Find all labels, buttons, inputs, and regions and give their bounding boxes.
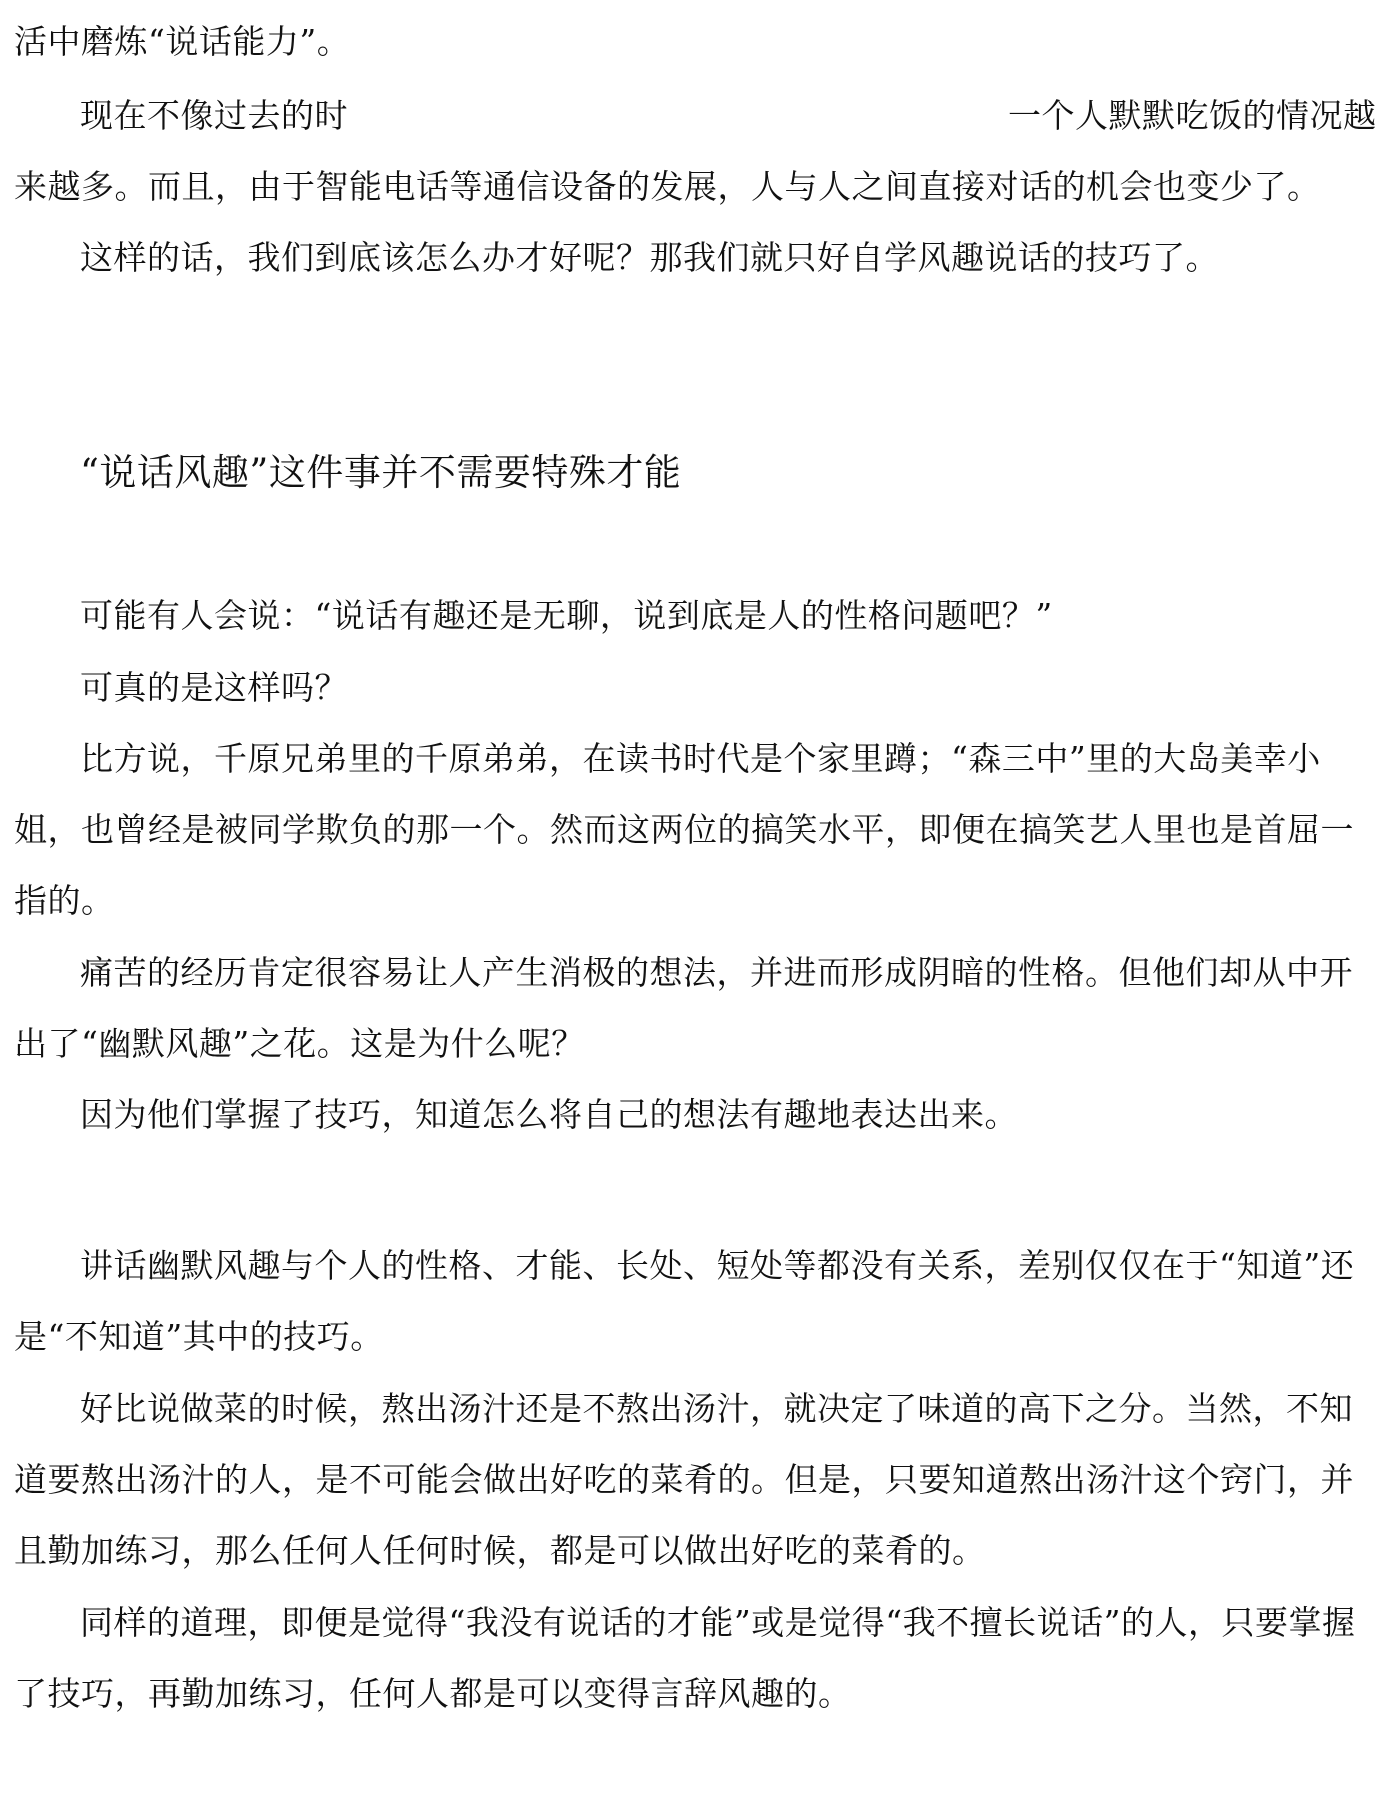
document-page — [14, 0, 1380, 1800]
section-heading: “说话风趣”这件事并不需要特殊才能 — [80, 451, 682, 494]
paragraph-humor: 讲话幽默风趣与个人的性格、才能、长处、短处等都没有关系，差别仅仅在于“知道”还是“不知道”其中的技巧。 — [14, 1246, 1355, 1356]
paragraph-really: 可真的是这样吗？ — [80, 668, 348, 707]
paragraph-pain: 痛苦的经历肯定很容易让人产生消极的想法，并进而形成阴暗的性格。但他们却从中开出了“幽默风趣”之花。这是为什么呢？ — [14, 953, 1353, 1063]
paragraph-maybe: 可能有人会说：“说话有趣还是无聊，说到底是人的性格问题吧？” — [80, 596, 1053, 635]
paragraph-same: 同样的道理，即便是觉得“我没有说话的才能”或是觉得“我不擅长说话”的人，只要掌握了技巧，再勤加练习，任何人都是可以变得言辞风趣的。 — [14, 1603, 1356, 1713]
paragraph-top: 活中磨炼“说话能力”。 — [14, 22, 351, 61]
paragraph-example: 比方说，千原兄弟里的千原弟弟，在读书时代是个家里蹲；“森三中”里的大岛美幸小姐，也曾经是被同学欺负的那一个。然而这两位的搞笑水平，即便在搞笑艺人里也是首屈一指的。 — [14, 739, 1354, 920]
paragraph-now-start: 现在不像过去的时 — [80, 96, 348, 135]
paragraph-cooking: 好比说做菜的时候，熬出汤汁还是不熬出汤汁，就决定了味道的高下之分。当然，不知道要熬出汤汁的人，是不可能会做出好吃的菜肴的。但是，只要知道熬出汤汁这个窍门，并且勤加练习，那么任何人任何时候，都是可以做出好吃的菜肴的。 — [14, 1389, 1354, 1570]
paragraph-because: 因为他们掌握了技巧，知道怎么将自己的想法有趣地表达出来。 — [80, 1095, 1018, 1134]
paragraph-now-end: 一个人默默吃饭的情况越来越多。而且，由于智能电话等通信设备的发展，人与人之间直接对话的机会也变少了。 — [14, 96, 1377, 206]
paragraph-so: 这样的话，我们到底该怎么办才好呢？那我们就只好自学风趣说话的技巧了。 — [80, 238, 1219, 277]
paragraph-now — [14, 80, 1380, 222]
